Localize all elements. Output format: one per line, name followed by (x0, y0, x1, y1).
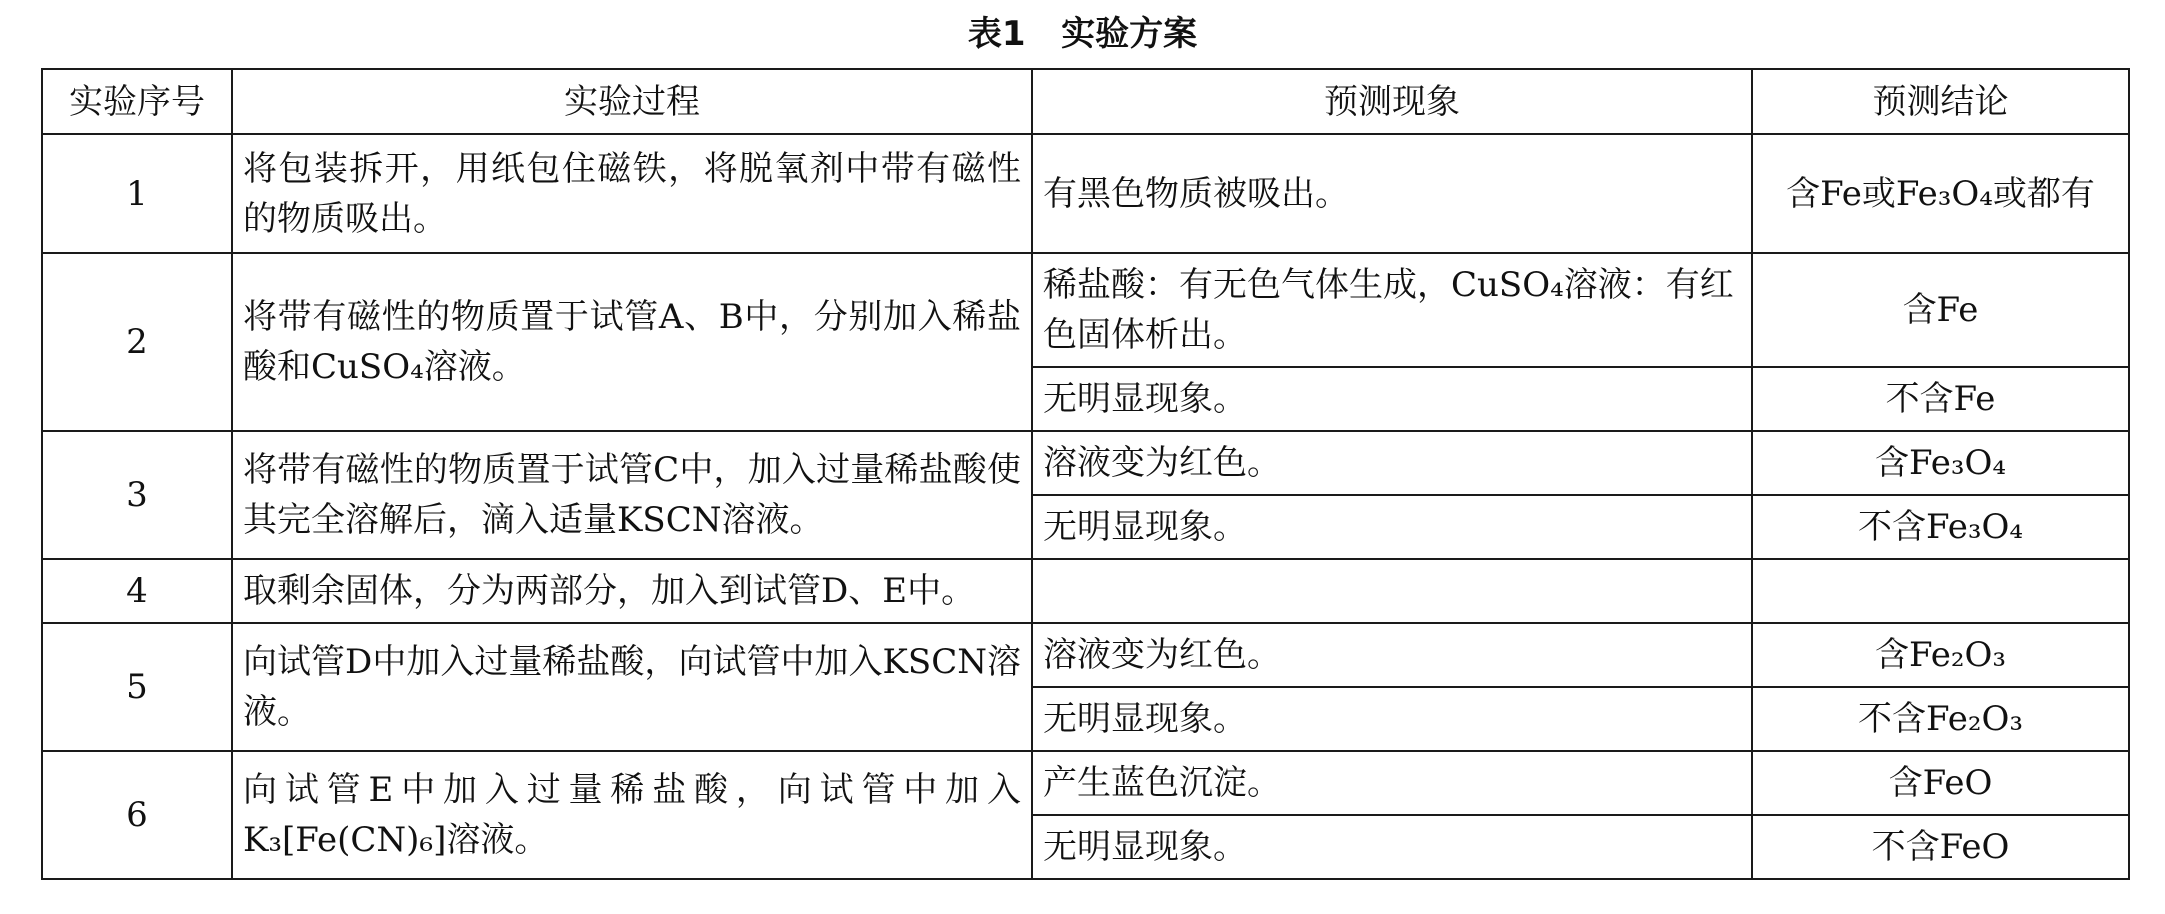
predicted-phenomenon: 无明显现象。 (1032, 495, 1752, 559)
header-predicted-phenomenon: 预测现象 (1032, 69, 1752, 134)
experiment-number: 6 (42, 751, 232, 879)
header-predicted-conclusion: 预测结论 (1752, 69, 2129, 134)
predicted-conclusion (1752, 559, 2129, 623)
experiment-plan-table (41, 68, 2130, 880)
table-caption: 表1 实验方案 (967, 14, 1198, 54)
experiment-number: 4 (42, 559, 232, 623)
predicted-conclusion: 含Fe (1752, 253, 2129, 367)
predicted-phenomenon: 溶液变为红色。 (1032, 623, 1752, 687)
predicted-conclusion: 不含FeO (1752, 815, 2129, 879)
table-row (42, 751, 2129, 815)
table-row (42, 253, 2129, 367)
predicted-phenomenon: 无明显现象。 (1032, 687, 1752, 751)
table-header-row (42, 69, 2129, 134)
header-experiment-number: 实验序号 (42, 69, 232, 134)
experiment-process: 将带有磁性的物质置于试管A、B中，分别加入稀盐酸和CuSO₄溶液。 (232, 253, 1032, 431)
predicted-conclusion: 含Fe₂O₃ (1752, 623, 2129, 687)
header-experiment-process: 实验过程 (232, 69, 1032, 134)
predicted-conclusion: 含Fe₃O₄ (1752, 431, 2129, 495)
predicted-phenomenon: 有黑色物质被吸出。 (1032, 134, 1752, 253)
predicted-conclusion: 含FeO (1752, 751, 2129, 815)
table-row (42, 431, 2129, 495)
experiment-process: 取剩余固体，分为两部分，加入到试管D、E中。 (232, 559, 1032, 623)
predicted-conclusion: 不含Fe₂O₃ (1752, 687, 2129, 751)
experiment-process: 向试管D中加入过量稀盐酸，向试管中加入KSCN溶液。 (232, 623, 1032, 751)
table-row (42, 559, 2129, 623)
experiment-number: 5 (42, 623, 232, 751)
table-row (42, 134, 2129, 253)
experiment-number: 3 (42, 431, 232, 559)
experiment-process: 将包装拆开，用纸包住磁铁，将脱氧剂中带有磁性的物质吸出。 (232, 134, 1032, 253)
predicted-phenomenon (1032, 559, 1752, 623)
predicted-phenomenon: 产生蓝色沉淀。 (1032, 751, 1752, 815)
experiment-process: 向试管E中加入过量稀盐酸，向试管中加入K₃[Fe(CN)₆]溶液。 (232, 751, 1032, 879)
experiment-number: 2 (42, 253, 232, 431)
predicted-phenomenon: 无明显现象。 (1032, 815, 1752, 879)
experiment-number: 1 (42, 134, 232, 253)
experiment-process: 将带有磁性的物质置于试管C中，加入过量稀盐酸使其完全溶解后，滴入适量KSCN溶液。 (232, 431, 1032, 559)
predicted-conclusion: 不含Fe (1752, 367, 2129, 431)
predicted-phenomenon: 无明显现象。 (1032, 367, 1752, 431)
predicted-conclusion: 不含Fe₃O₄ (1752, 495, 2129, 559)
predicted-phenomenon: 稀盐酸：有无色气体生成，CuSO₄溶液：有红色固体析出。 (1032, 253, 1752, 367)
predicted-conclusion: 含Fe或Fe₃O₄或都有 (1752, 134, 2129, 253)
predicted-phenomenon: 溶液变为红色。 (1032, 431, 1752, 495)
table-row (42, 623, 2129, 687)
